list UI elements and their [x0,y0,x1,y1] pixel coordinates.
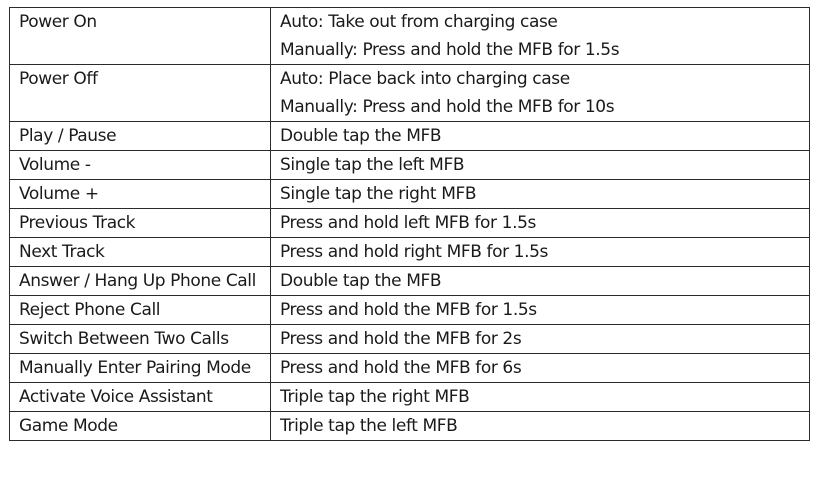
table-row [10,354,810,383]
action-cell: Double tap the MFB [271,267,810,296]
table-row [10,383,810,412]
action-cell: Press and hold the MFB for 6s [271,354,810,383]
action-line: Auto: Take out from charging case [280,12,558,32]
function-cell: Manually Enter Pairing Mode [10,354,271,383]
function-cell: Game Mode [10,412,271,441]
table-row [10,325,810,354]
action-line: Manually: Press and hold the MFB for 10s [280,97,615,117]
function-cell: Power On [10,8,271,65]
table-row [10,209,810,238]
controls-table [9,7,810,441]
function-cell: Volume - [10,151,271,180]
action-cell [271,8,810,65]
function-cell: Reject Phone Call [10,296,271,325]
function-cell: Switch Between Two Calls [10,325,271,354]
table-row [10,238,810,267]
function-cell: Volume + [10,180,271,209]
table-row [10,151,810,180]
action-cell: Triple tap the right MFB [271,383,810,412]
action-cell: Press and hold the MFB for 1.5s [271,296,810,325]
table-row [10,180,810,209]
action-cell: Press and hold left MFB for 1.5s [271,209,810,238]
function-cell: Next Track [10,238,271,267]
action-cell: Press and hold right MFB for 1.5s [271,238,810,267]
action-line: Manually: Press and hold the MFB for 1.5s [280,40,620,60]
function-cell: Answer / Hang Up Phone Call [10,267,271,296]
function-cell: Play / Pause [10,122,271,151]
action-cell: Double tap the MFB [271,122,810,151]
action-cell [271,65,810,122]
function-cell: Previous Track [10,209,271,238]
function-cell: Activate Voice Assistant [10,383,271,412]
action-cell: Triple tap the left MFB [271,412,810,441]
action-line: Auto: Place back into charging case [280,69,570,89]
table-row [10,267,810,296]
action-cell: Press and hold the MFB for 2s [271,325,810,354]
action-cell: Single tap the right MFB [271,180,810,209]
function-cell: Power Off [10,65,271,122]
action-cell: Single tap the left MFB [271,151,810,180]
table-row [10,8,810,65]
table-row [10,412,810,441]
table-row [10,296,810,325]
table-row [10,122,810,151]
table-row [10,65,810,122]
